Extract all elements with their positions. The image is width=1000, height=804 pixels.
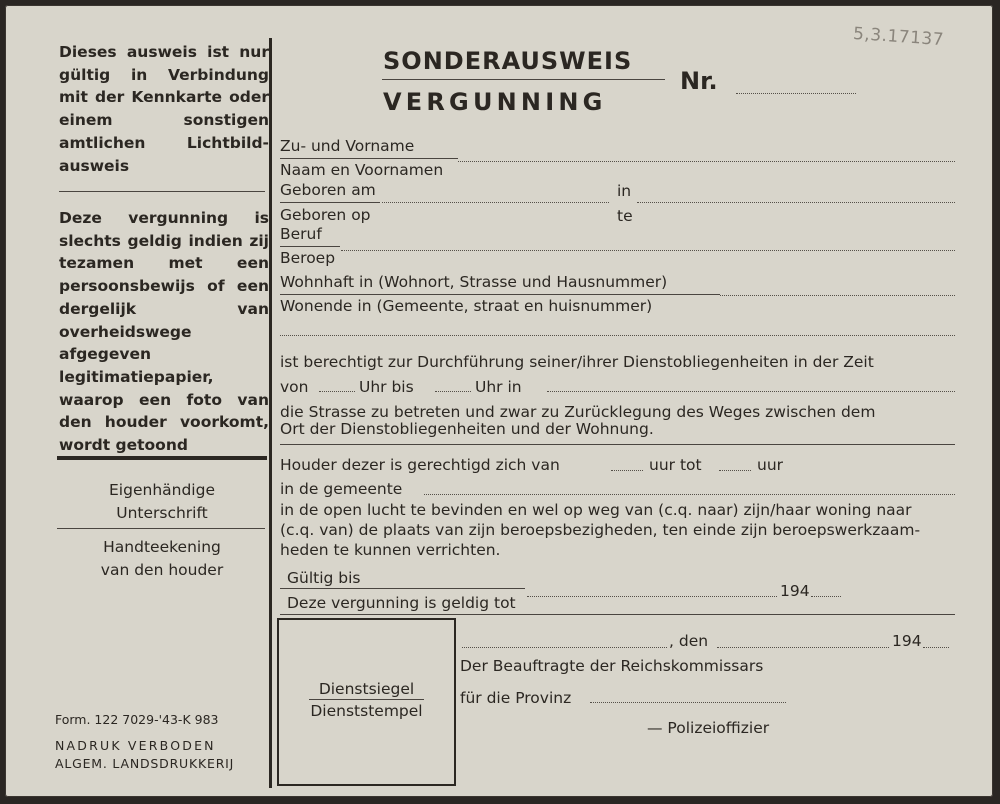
uur-tot-label: uur tot <box>649 456 702 474</box>
auth-text-nl-3: (c.q. van) de plaats van zijn beroepsbezigheden, ten einde zijn beroepswerkzaam- <box>280 521 921 539</box>
birth-date-field[interactable] <box>382 202 609 203</box>
auth-text-de-1: ist berechtigt zur Durchführung seiner/ihrer Dienstobliegenheiten in der Zeit <box>280 353 874 371</box>
nr-field[interactable] <box>736 93 856 94</box>
uur-to-field[interactable] <box>719 470 751 471</box>
gemeente-label: in de gemeente <box>280 480 403 498</box>
location-field[interactable] <box>547 391 955 392</box>
year-label-2: 194 <box>892 632 922 650</box>
underline <box>309 699 424 700</box>
stamp-label-nl: Dienststempel <box>310 702 423 720</box>
signature-label-nl-1: Handteekening <box>103 538 221 556</box>
auth-text-nl-4: heden te kunnen verrichten. <box>280 541 501 559</box>
instruction-german: Dieses ausweis ist nur gültig in Verbindung mit der Kennkarte oder einem sonstigen amtlichen Lichtbild-ausweis <box>59 43 269 175</box>
born-place-label-nl: te <box>617 207 633 225</box>
gemeente-field[interactable] <box>424 494 955 495</box>
auth-text-de-2: die Strasse zu betreten und zwar zu Zurücklegung des Weges zwischen dem <box>280 403 876 421</box>
signature-label-de-2: Unterschrift <box>116 504 208 522</box>
underline <box>280 294 720 295</box>
section-divider-2 <box>280 614 955 615</box>
title-rule <box>382 79 665 80</box>
underline <box>280 202 380 203</box>
thick-divider <box>57 456 267 460</box>
year-field[interactable] <box>923 647 949 648</box>
official-title-2: für die Provinz <box>460 689 572 707</box>
job-label-nl: Beroep <box>280 249 336 267</box>
time-to-field[interactable] <box>435 391 471 392</box>
valid-date-field[interactable] <box>527 596 777 597</box>
permit-card <box>5 5 993 797</box>
uur-from-field[interactable] <box>611 470 643 471</box>
instruction-dutch: Deze vergunning is slechts geldig indien zij tezamen met een persoonsbewijs of een dergelijk van overheidswege afgegeven legitimatiepapier, waarop een foto van den houder voorkomt, wordt getoond <box>59 209 269 455</box>
place-field[interactable] <box>462 647 667 648</box>
time-from-field[interactable] <box>319 391 355 392</box>
province-field[interactable] <box>590 702 786 703</box>
name-label-nl: Naam en Voornamen <box>280 161 444 179</box>
address-label-de: Wohnhaft in (Wohnort, Strasse und Hausnummer) <box>280 273 668 291</box>
vertical-divider <box>269 38 272 788</box>
official-title-1: Der Beauftragte der Reichskommissars <box>460 657 764 675</box>
address-field-2[interactable] <box>280 335 955 336</box>
divider <box>59 191 265 192</box>
signature-label-nl-2: van den houder <box>100 561 224 579</box>
underline <box>280 158 458 159</box>
underline <box>280 246 340 247</box>
birth-place-field[interactable] <box>637 202 955 203</box>
auth-text-de-3: Ort der Dienstobliegenheiten und der Wohnung. <box>280 420 654 438</box>
underline <box>280 588 525 589</box>
date-field[interactable] <box>717 647 889 648</box>
name-field[interactable] <box>458 161 955 162</box>
title-german: SONDERAUSWEIS <box>383 47 633 75</box>
born-label-nl: Geboren op <box>280 206 371 224</box>
section-divider <box>280 444 955 445</box>
stamp-label-de: Dienstsiegel <box>318 680 415 698</box>
address-field[interactable] <box>720 295 955 296</box>
job-label-de: Beruf <box>280 225 322 243</box>
uhr-bis-label: Uhr bis <box>359 378 414 396</box>
title-dutch: VERGUNNING <box>383 88 607 116</box>
auth-text-nl-2: in de open lucht te bevinden en wel op weg van (c.q. naar) zijn/haar woning naar <box>280 501 912 519</box>
official-title-3: — Polizeioffizier <box>647 719 770 737</box>
form-code: Form. 122 7029-'43-K 983 <box>55 712 219 727</box>
year-label-1: 194 <box>780 582 810 600</box>
signature-label-de-1: Eigenhändige <box>109 481 215 499</box>
footer-nadruk: NADRUK VERBODEN <box>55 738 216 753</box>
den-label: , den <box>669 632 709 650</box>
born-label-de: Geboren am <box>280 181 376 199</box>
born-place-label-de: in <box>617 182 632 200</box>
valid-year-field[interactable] <box>811 596 841 597</box>
address-label-nl: Wonende in (Gemeente, straat en huisnummer) <box>280 297 653 315</box>
valid-label-de: Gültig bis <box>287 569 361 587</box>
uhr-in-label: Uhr in <box>475 378 522 396</box>
job-field[interactable] <box>341 250 955 251</box>
uur-label: uur <box>757 456 784 474</box>
auth-text-nl-1: Houder dezer is gerechtigd zich van <box>280 456 560 474</box>
signature-divider <box>57 528 265 529</box>
footer-drukkerij: ALGEM. LANDSDRUKKERIJ <box>55 756 235 771</box>
name-label-de: Zu- und Vorname <box>280 137 415 155</box>
archive-number: 5,3.17137 <box>852 23 945 51</box>
nr-label: Nr. <box>680 67 718 95</box>
von-label: von <box>280 378 309 396</box>
valid-label-nl: Deze vergunning is geldig tot <box>287 594 516 612</box>
